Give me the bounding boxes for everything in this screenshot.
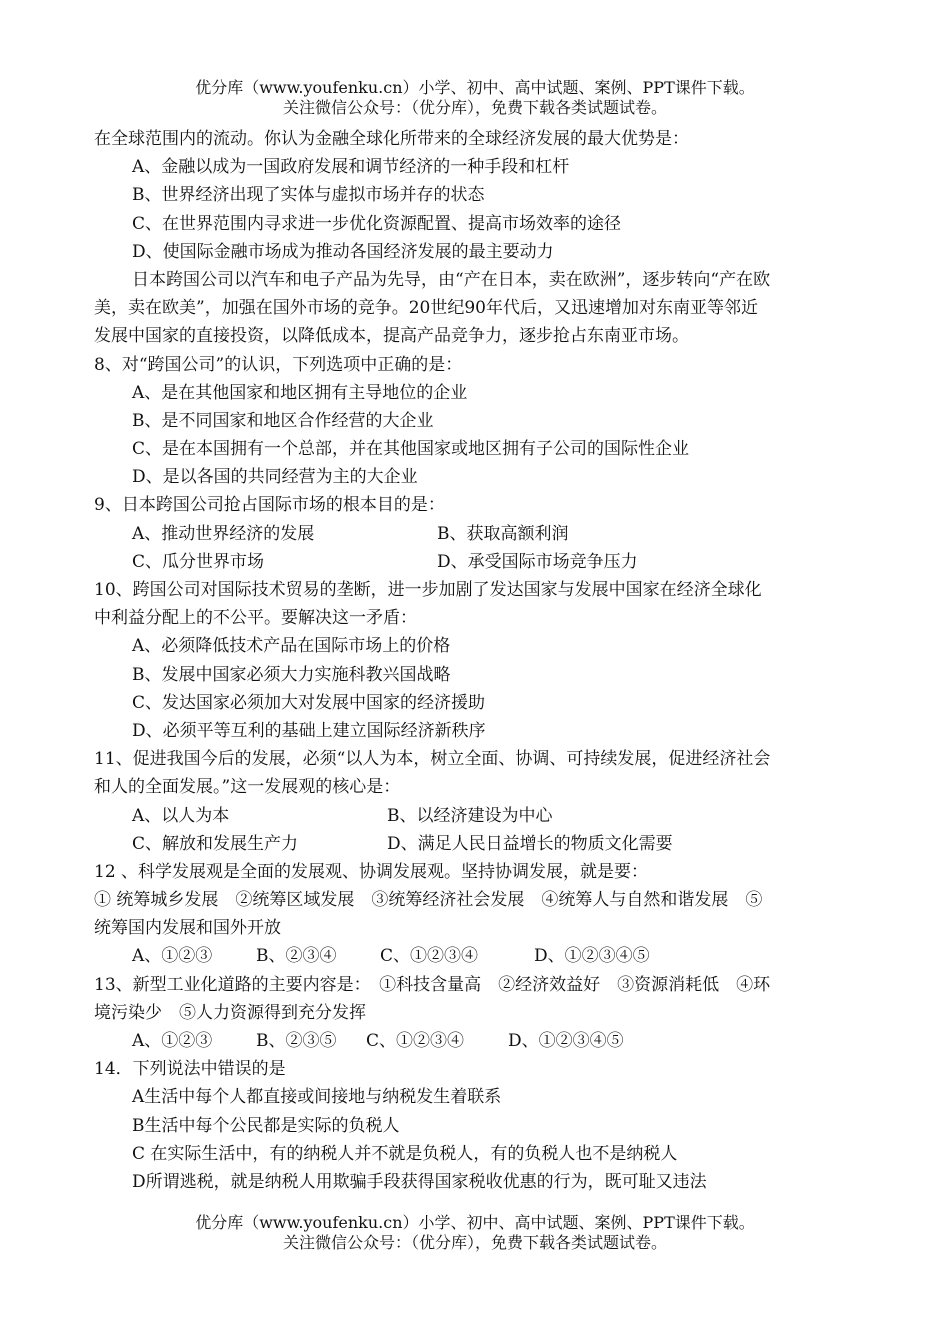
q13-option-b: B、②③⑤	[256, 1031, 337, 1051]
q10-stem-line-1: 10、跨国公司对国际技术贸易的垄断，进一步加剧了发达国家与发展中国家在经济全球化	[94, 580, 762, 600]
q8-stem: 8、对“跨国公司”的认识，下列选项中正确的是：	[94, 354, 463, 375]
q11-option-c: C、解放和发展生产力	[132, 833, 299, 854]
q7-stem-continuation: 在全球范围内的流动。你认为金融全球化所带来的全球经济发展的最大优势是：	[94, 129, 689, 149]
q8-option-c: C、是在本国拥有一个总部，并在其他国家或地区拥有子公司的国际性企业	[132, 439, 690, 460]
page-header	[0, 78, 950, 118]
document-body	[94, 125, 864, 1196]
q10-option-d: D、必须平等互利的基础上建立国际经济新秩序	[132, 720, 486, 741]
q11-option-b: B、以经济建设为中心	[387, 805, 553, 826]
q11-option-a: A、以人为本	[132, 805, 230, 826]
q12-option-d: D、①②③④⑤	[534, 946, 650, 967]
q9-options-row-1	[94, 520, 864, 548]
q11-stem-line-1: 11、促进我国今后的发展，必须“以人为本，树立全面、协调、可持续发展，促进经济社会	[94, 749, 771, 770]
q10-option-b: B、发展中国家必须大力实施科教兴国战略	[132, 664, 451, 685]
header-line-1: 优分库（www.youfenku.cn）小学、初中、高中试题、案例、PPT课件下载。	[195, 78, 755, 97]
q14-option-c: C 在实际生活中，有的纳税人并不就是负税人，有的负税人也不是纳税人	[132, 1143, 678, 1164]
q9-options-row-2	[94, 548, 864, 576]
q8-option-b: B、是不同国家和地区合作经营的大企业	[132, 410, 434, 431]
q7-option-a: A、金融以成为一国政府发展和调节经济的一种手段和杠杆	[132, 157, 570, 178]
q10-stem-line-2: 中利益分配上的不公平。要解决这一矛盾：	[94, 608, 417, 629]
q14-option-a: A生活中每个人都直接或间接地与纳税发生着联系	[132, 1087, 502, 1108]
q13-stem-line-2: 境污染少 ⑤人力资源得到充分发挥	[94, 1002, 366, 1023]
q9-option-d: D、承受国际市场竞争压力	[437, 551, 638, 572]
q11-options-row-1	[94, 802, 864, 830]
q11-stem-line-2: 和人的全面发展。”这一发展观的核心是：	[94, 777, 401, 798]
q11-option-d: D、满足人民日益增长的物质文化需要	[387, 833, 673, 854]
passage-line-3: 发展中国家的直接投资，以降低成本，提高产品竞争力，逐步抢占东南亚市场。	[94, 326, 689, 347]
q11-options-row-2	[94, 830, 864, 858]
q12-option-a: A、①②③	[132, 946, 213, 967]
q9-option-b: B、获取高额利润	[437, 523, 569, 544]
q14-stem: 14．下列说法中错误的是	[94, 1059, 286, 1080]
q8-option-a: A、是在其他国家和地区拥有主导地位的企业	[132, 382, 468, 403]
passage-line-1: 日本跨国公司以汽车和电子产品为先导，由“产在日本，卖在欧洲”，逐步转向“产在欧	[132, 269, 771, 290]
q7-option-b: B、世界经济出现了实体与虚拟市场并存的状态	[132, 185, 485, 206]
q13-option-d: D、①②③④⑤	[508, 1031, 624, 1051]
header-line-2: 关注微信公众号：（优分库），免费下载各类试题试卷。	[282, 98, 667, 117]
q12-option-b: B、②③④	[256, 946, 337, 967]
q7-option-d: D、使国际金融市场成为推动各国经济发展的最主要动力	[132, 241, 554, 262]
q13-option-a: A、①②③	[132, 1031, 213, 1051]
passage-line-2: 美，卖在欧美”，加强在国外市场的竞争。20世纪90年代后，又迅速增加对东南亚等邻近	[94, 298, 758, 319]
q14-option-d: D所谓逃税，就是纳税人用欺骗手段获得国家税收优惠的行为，既可耻又违法	[132, 1171, 707, 1192]
q12-items-line-2: 统筹国内发展和国外开放	[94, 918, 281, 939]
footer-line-2: 关注微信公众号：（优分库），免费下载各类试题试卷。	[282, 1233, 667, 1252]
q7-option-c: C、在世界范围内寻求进一步优化资源配置、提高市场效率的途径	[132, 213, 622, 234]
q12-items-line-1: ① 统筹城乡发展 ②统筹区域发展 ③统筹经济社会发展 ④统筹人与自然和谐发展 ⑤	[94, 890, 763, 911]
q13-option-c: C、①②③④	[366, 1031, 465, 1051]
q9-option-c: C、瓜分世界市场	[132, 551, 265, 572]
q12-options-row	[94, 942, 864, 970]
q10-option-a: A、必须降低技术产品在国际市场上的价格	[132, 636, 451, 657]
page-footer	[0, 1213, 950, 1253]
q13-options-row	[94, 1027, 864, 1055]
q10-option-c: C、发达国家必须加大对发展中国家的经济援助	[132, 692, 486, 713]
q12-stem: 12 、科学发展观是全面的发展观、协调发展观。坚持协调发展，就是要：	[94, 861, 649, 882]
q13-stem-line-1: 13、新型工业化道路的主要内容是： ①科技含量高 ②经济效益好 ③资源消耗低 ④环	[94, 974, 771, 995]
q14-option-b: B生活中每个公民都是实际的负税人	[132, 1115, 400, 1136]
q8-option-d: D、是以各国的共同经营为主的大企业	[132, 467, 418, 488]
footer-line-1: 优分库（www.youfenku.cn）小学、初中、高中试题、案例、PPT课件下载。	[195, 1213, 755, 1232]
q9-option-a: A、推动世界经济的发展	[132, 523, 315, 544]
q9-stem: 9、日本跨国公司抢占国际市场的根本目的是：	[94, 495, 445, 516]
q12-option-c: C、①②③④	[380, 946, 479, 967]
